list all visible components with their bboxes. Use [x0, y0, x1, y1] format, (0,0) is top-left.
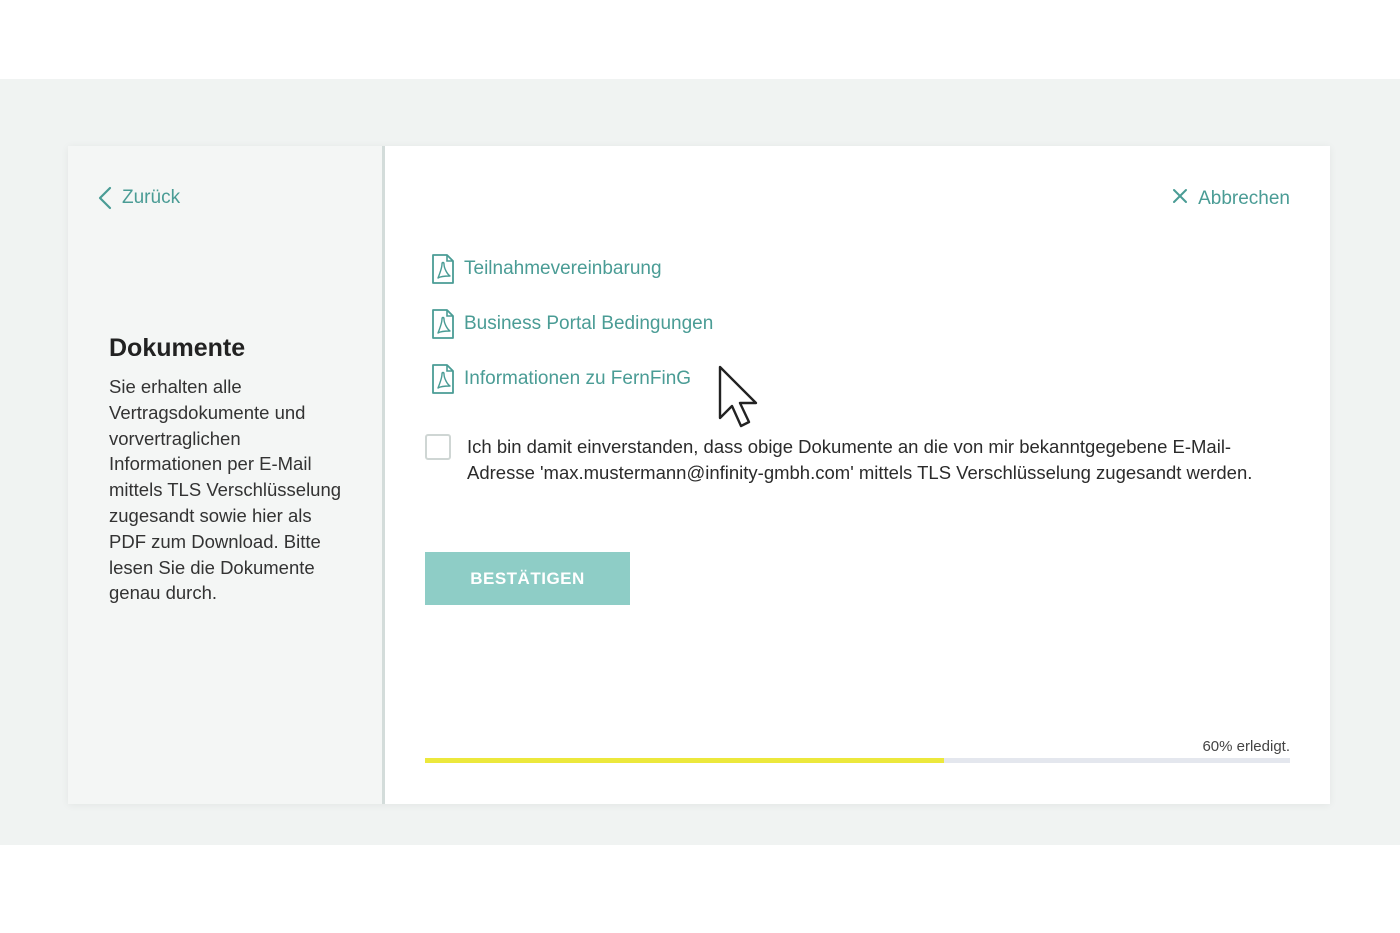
sidebar-description: Sie erhalten alle Vertragsdokumente und vorvertraglichen Informationen per E-Mail mittels TLS Verschlüsselung zugesandt sowie hier als PDF zum Download. Bitte lesen Sie die Dokumente genau durch.	[109, 376, 342, 604]
document-link-informationen-fernfing[interactable]	[430, 362, 713, 396]
document-label: Business Portal Bedingungen	[464, 313, 714, 334]
back-button[interactable]	[98, 186, 180, 210]
consent-checkbox[interactable]	[425, 434, 451, 460]
cancel-label: Abbrechen	[1198, 188, 1290, 209]
document-label: Teilnahmevereinbarung	[464, 258, 662, 279]
chevron-left-icon	[98, 186, 112, 210]
document-link-business-portal-bedingungen[interactable]	[430, 307, 713, 341]
close-icon	[1172, 188, 1188, 210]
consent-row	[425, 434, 1275, 486]
progress-bar-fill	[425, 758, 944, 763]
pdf-document-icon	[430, 363, 456, 395]
pdf-document-icon	[430, 253, 456, 285]
main-panel	[385, 146, 1330, 804]
sidebar-title: Dokumente	[109, 334, 246, 362]
pdf-document-icon	[430, 308, 456, 340]
mouse-cursor-icon	[717, 364, 759, 435]
back-label: Zurück	[122, 187, 181, 208]
progress-bar	[425, 758, 1290, 763]
document-link-teilnahmevereinbarung[interactable]	[430, 252, 713, 286]
document-label: Informationen zu FernFinG	[464, 368, 692, 389]
consent-text: Ich bin damit einverstanden, dass obige Dokumente an die von mir bekanntgegebene E-Mail-Adresse 'max.mustermann@infinity-gmbh.com' mittels TLS Verschlüsselung zugesandt werden.	[467, 436, 1253, 483]
cancel-button[interactable]	[1172, 188, 1290, 210]
documents-dialog	[68, 146, 1330, 804]
sidebar-panel	[68, 146, 385, 804]
progress-label: 60% erledigt.	[1202, 738, 1290, 755]
document-list	[430, 252, 713, 417]
confirm-button[interactable]: BESTÄTIGEN	[425, 552, 630, 605]
